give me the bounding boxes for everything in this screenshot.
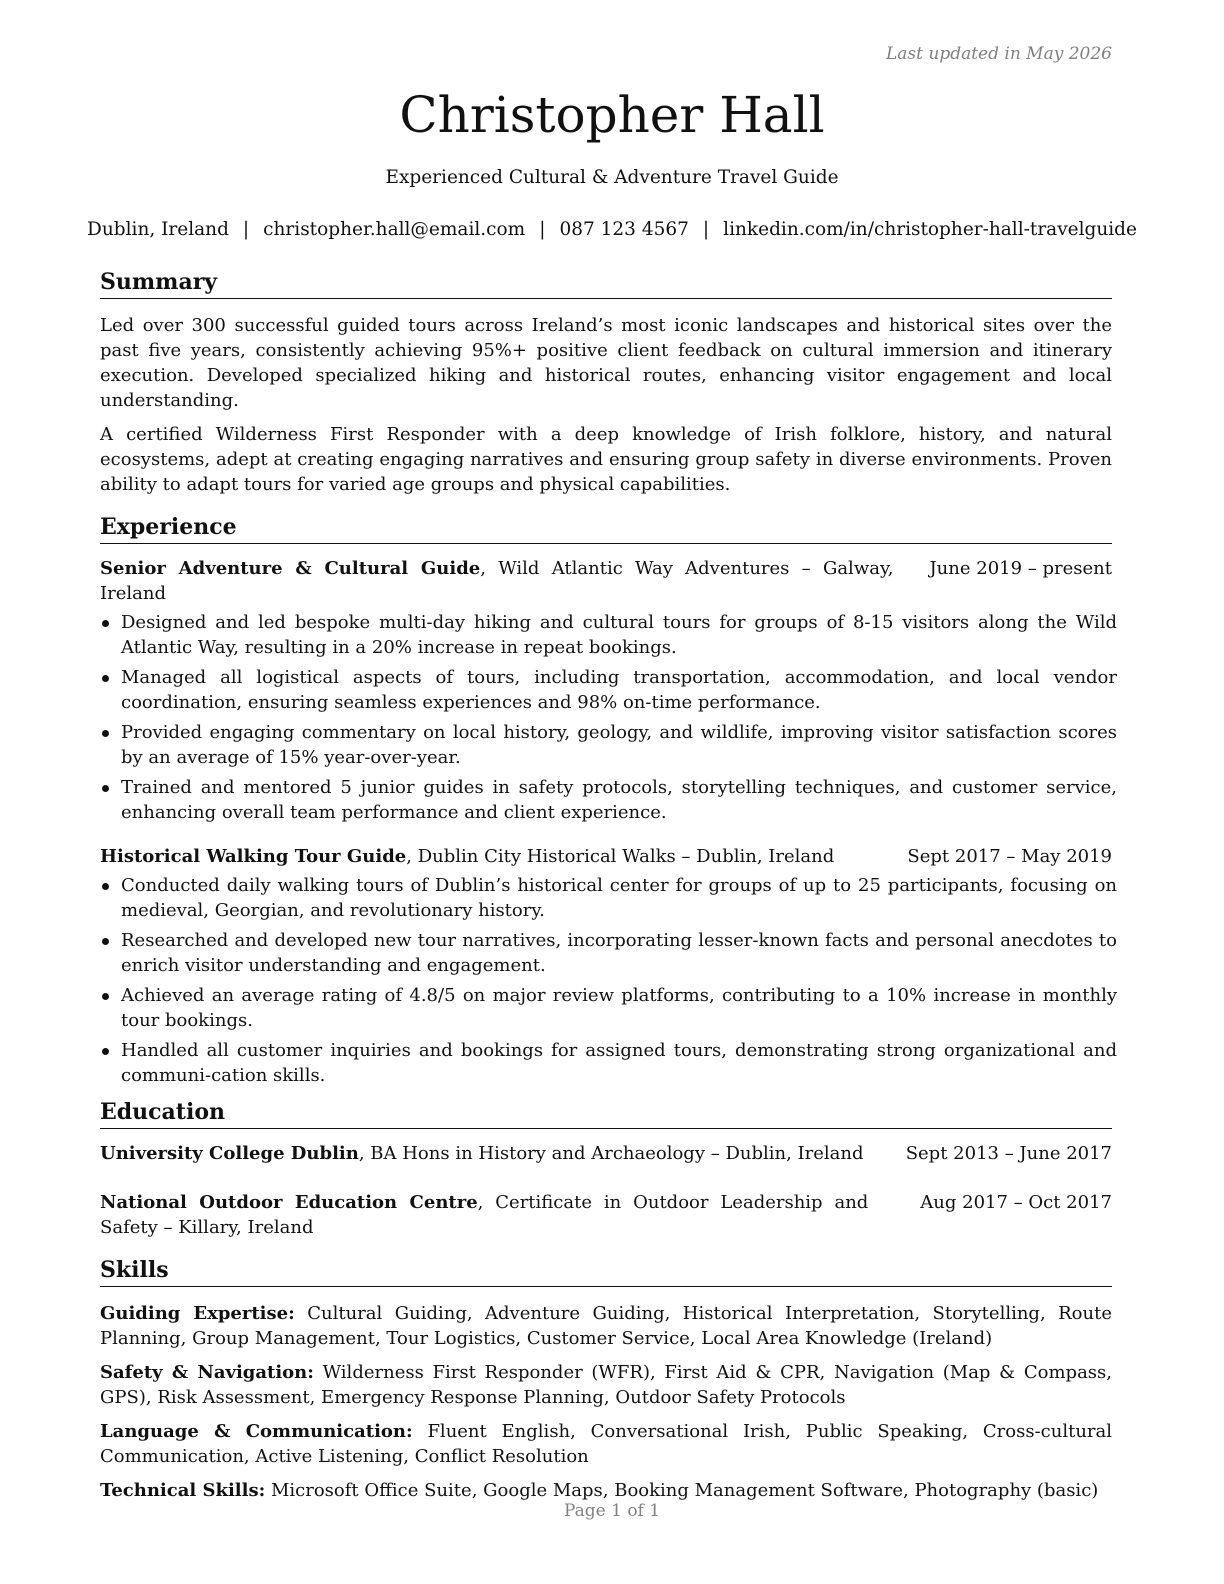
list-item [100,1038,1117,1088]
education-dates: Sept 2013 – June 2017 [905,1143,1112,1164]
bullet-text: Researched and developed new tour narratives, incorporating lesser-known facts and personal anecdotes to enrich visitor understanding and engagement. [121,930,1117,976]
last-updated-note: Last updated in May 2026 [885,44,1112,64]
job-dates: June 2019 – present [929,558,1112,579]
section-title-skills: Skills [100,1256,1112,1287]
job-bullets [100,873,1117,1088]
list-item [100,928,1117,978]
job-employer: , Dublin City Historical Walks – Dublin, Ireland [406,846,835,867]
summary-section [100,268,1112,497]
education-section [100,1098,1112,1240]
job-header [100,556,1112,606]
education-dates: Aug 2017 – Oct 2017 [920,1192,1112,1213]
page-number: Page 1 of 1 [563,1501,661,1521]
bullet-text: Designed and led bespoke multi-day hiking and cultural tours for groups of 8-15 visitors along the Wild Atlantic Way, resulting in a 20% increase in repeat bookings. [121,612,1117,658]
list-item [100,873,1117,923]
bullet-icon [102,620,109,627]
job-header [100,844,1112,869]
summary-paragraph: Led over 300 successful guided tours across Ireland’s most iconic landscapes and historical sites over the past five years, consistently achieving 95%+ positive client feedback on cultural immersion and itinerary execution. Developed specialized hiking and historical routes, enhancing visitor engagement and local understanding. [100,315,1112,411]
experience-section [100,513,1117,1088]
candidate-name: Christopher Hall [399,86,825,144]
contact-linkedin-link[interactable]: linkedin.com/in/christopher-hall-travelguide [723,219,1137,240]
skill-group-label: Technical Skills: [100,1480,266,1501]
education-title-line [100,1190,920,1240]
skills-section [100,1256,1112,1503]
education-institution: University College Dublin [100,1143,359,1164]
education-entry [100,1141,1112,1166]
job-entry [100,844,1117,1088]
bullet-text: Achieved an average rating of 4.8/5 on major review platforms, contributing to a 10% increase in monthly tour bookings. [121,985,1117,1031]
job-dates: Sept 2017 – May 2019 [907,846,1112,867]
contact-line [0,219,1224,240]
job-employer: , Wild Atlantic Way Adventures – Galway, Ireland [100,558,894,604]
contact-email-link[interactable]: christopher.hall@email.com [263,219,526,240]
list-item [100,665,1117,715]
job-entry [100,556,1117,825]
education-institution: National Outdoor Education Centre [100,1192,478,1213]
bullet-text: Trained and mentored 5 junior guides in safety protocols, storytelling techniques, and customer service, enhancing overall team performance and client experience. [121,777,1117,823]
bullet-icon [102,938,109,945]
bullet-icon [102,785,109,792]
bullet-icon [102,883,109,890]
list-item [100,775,1117,825]
contact-separator: | [242,219,250,240]
section-title-summary: Summary [100,268,1112,299]
skill-group-text: Wilderness First Responder (WFR), First Aid & CPR, Navigation (Map & Compass, GPS), Risk Assessment, Emergency Response Planning, Outdoor Safety Protocols [100,1362,1112,1408]
section-title-experience: Experience [100,513,1112,544]
list-item [100,610,1117,660]
bullet-text: Handled all customer inquiries and bookings for assigned tours, demonstrating strong organizational and communi-cation skills. [121,1040,1117,1086]
job-role: Senior Adventure & Cultural Guide [100,558,481,579]
job-role: Historical Walking Tour Guide [100,846,407,867]
skill-group-text: Cultural Guiding, Adventure Guiding, Historical Interpretation, Storytelling, Route Planning, Group Management, Tour Logistics, Customer Service, Local Area Knowledge (Ireland) [100,1303,1112,1349]
education-title-line [100,1141,906,1166]
job-bullets [100,610,1117,825]
skill-group-text: Fluent English, Conversational Irish, Public Speaking, Cross-cultural Communication, Active Listening, Conflict Resolution [100,1421,1113,1467]
resume-body [100,268,1117,1503]
skill-group [100,1360,1112,1410]
bullet-text: Provided engaging commentary on local history, geology, and wildlife, improving visitor satisfaction scores by an average of 15% year-over-year. [121,722,1117,768]
skill-group-text: Microsoft Office Suite, Google Maps, Booking Management Software, Photography (basic) [265,1480,1099,1501]
skill-group-label: Guiding Expertise: [100,1303,295,1324]
summary-paragraph: A certified Wilderness First Responder with a deep knowledge of Irish folklore, history, and natural ecosystems, adept at creating engaging narratives and ensuring group safety in diverse environments. Proven ability to adapt tours for varied age groups and physical capabilities. [100,424,1112,495]
bullet-text: Conducted daily walking tours of Dublin’s historical center for groups of up to 25 participants, focusing on medieval, Georgian, and revolutionary history. [121,875,1117,921]
education-degree: , BA Hons in History and Archaeology – Dublin, Ireland [358,1143,864,1164]
contact-phone: 087 123 4567 [559,219,689,240]
contact-separator: | [702,219,710,240]
job-title-line [100,556,929,606]
list-item [100,983,1117,1033]
bullet-icon [102,1048,109,1055]
bullet-icon [102,730,109,737]
skill-group-label: Language & Communication: [100,1421,413,1442]
skill-group [100,1478,1112,1503]
education-degree: , Certificate in Outdoor Leadership and Safety – Killary, Ireland [100,1192,869,1238]
education-entry [100,1190,1112,1240]
job-title-line [100,844,907,869]
bullet-icon [102,993,109,1000]
bullet-icon [102,675,109,682]
skill-group [100,1301,1112,1351]
list-item [100,720,1117,770]
section-title-education: Education [100,1098,1112,1129]
bullet-text: Managed all logistical aspects of tours, including transportation, accommodation, and local vendor coordination, ensuring seamless experiences and 98% on-time performance. [121,667,1117,713]
skill-group-label: Safety & Navigation: [100,1362,314,1383]
contact-separator: | [539,219,546,240]
contact-location: Dublin, Ireland [87,219,229,240]
headline: Experienced Cultural & Adventure Travel Guide [385,167,839,188]
skill-group [100,1419,1112,1469]
